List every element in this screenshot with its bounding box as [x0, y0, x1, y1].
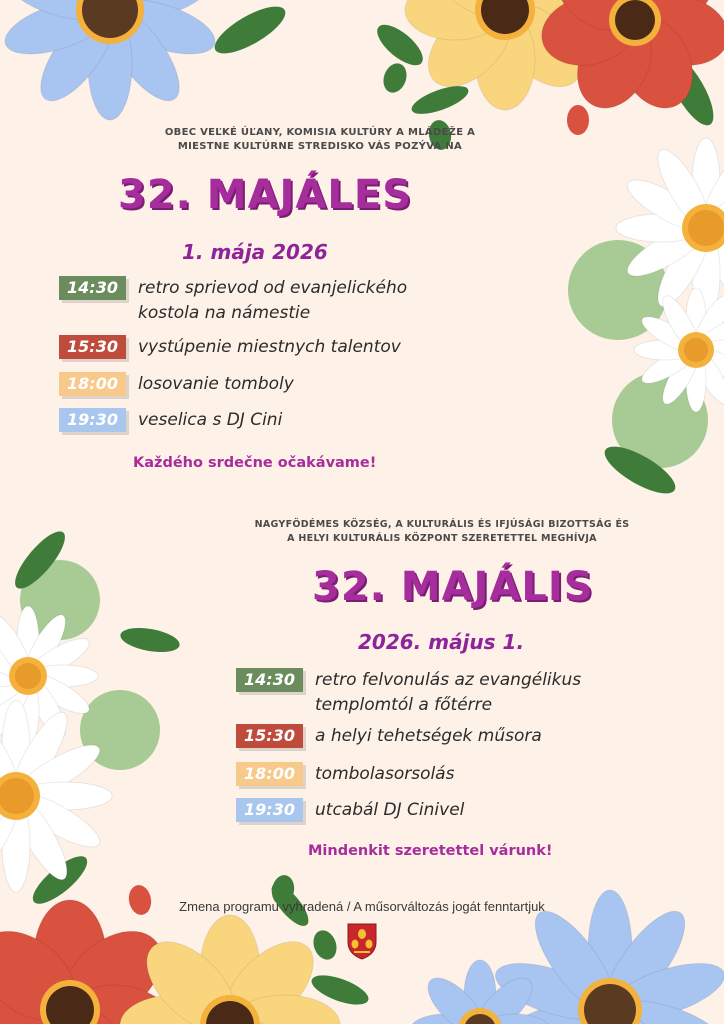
- leaf-icon: [119, 624, 182, 656]
- hu-event-title: 32. MAJÁLIS: [312, 564, 594, 610]
- hu-invitation-line1: NAGYFÖDÉMES KÖZSÉG, A KULTURÁLIS ÉS IFJÚSÁGI BIZOTTSÁG ÉS: [254, 519, 630, 530]
- schedule-text: tombolasorsolás: [315, 764, 455, 784]
- time-badge: 18:00: [236, 762, 303, 786]
- sk-event-date: 1. mája 2026: [182, 240, 328, 264]
- sk-invitation-line1: OBEC VEĽKÉ ÚĽANY, KOMISIA KULTÚRY A MLÁDEŽE A: [164, 127, 476, 138]
- tulip-bud-icon: [380, 60, 411, 96]
- hu-schedule-item: [236, 798, 625, 823]
- sk-schedule-item: [59, 408, 448, 433]
- schedule-text: losovanie tomboly: [138, 374, 294, 394]
- sk-event-title: 32. MAJÁLES: [118, 172, 413, 218]
- sk-schedule-item: [59, 372, 448, 397]
- hu-schedule-item: [236, 668, 620, 718]
- yellow-flower-icon: [120, 915, 340, 1024]
- time-badge: 15:30: [236, 724, 303, 748]
- hu-event-date: 2026. május 1.: [358, 630, 525, 654]
- time-badge: 18:00: [59, 372, 126, 396]
- time-badge: 15:30: [59, 335, 126, 359]
- schedule-text: veselica s DJ Cini: [138, 410, 283, 430]
- sk-schedule-item: [59, 335, 448, 360]
- hu-invitation: [222, 518, 662, 546]
- hu-schedule-item: [236, 762, 625, 787]
- schedule-text: retro sprievod od evanjelického kostola na námestie: [138, 278, 408, 323]
- sk-schedule-item: [59, 276, 438, 326]
- leaf-icon: [208, 0, 291, 62]
- hu-welcome-text: Mindenkit szeretettel várunk!: [308, 843, 553, 859]
- sk-invitation-line2: MIESTNE KULTÚRNE STREDISKO VÁS POZÝVA NA: [177, 141, 463, 152]
- tulip-bud-icon: [310, 927, 341, 963]
- schedule-text: a helyi tehetségek műsora: [315, 726, 542, 746]
- program-change-note: Zmena programu vyhradená / A műsorváltozás jogát fenntartjuk: [179, 899, 545, 914]
- time-badge: 19:30: [59, 408, 126, 432]
- schedule-text: vystúpenie miestnych talentov: [138, 337, 401, 357]
- sk-welcome-text: Každého srdečne očakávame!: [133, 455, 377, 471]
- time-badge: 14:30: [236, 668, 303, 692]
- hu-invitation-line2: A HELYI KULTURÁLIS KÖZPONT SZERETETTEL MEGHÍVJA: [287, 533, 597, 544]
- blue-flower-icon: [0, 0, 221, 120]
- time-badge: 14:30: [59, 276, 126, 300]
- schedule-text: retro felvonulás az evangélikus templomtól a főtérre: [315, 670, 582, 715]
- leaf-icon: [408, 80, 471, 119]
- sk-invitation: [40, 126, 600, 154]
- time-badge: 19:30: [236, 798, 303, 822]
- coat-of-arms-icon: [346, 922, 378, 960]
- hu-schedule-item: [236, 724, 625, 749]
- schedule-text: utcabál DJ Cinivel: [315, 800, 465, 820]
